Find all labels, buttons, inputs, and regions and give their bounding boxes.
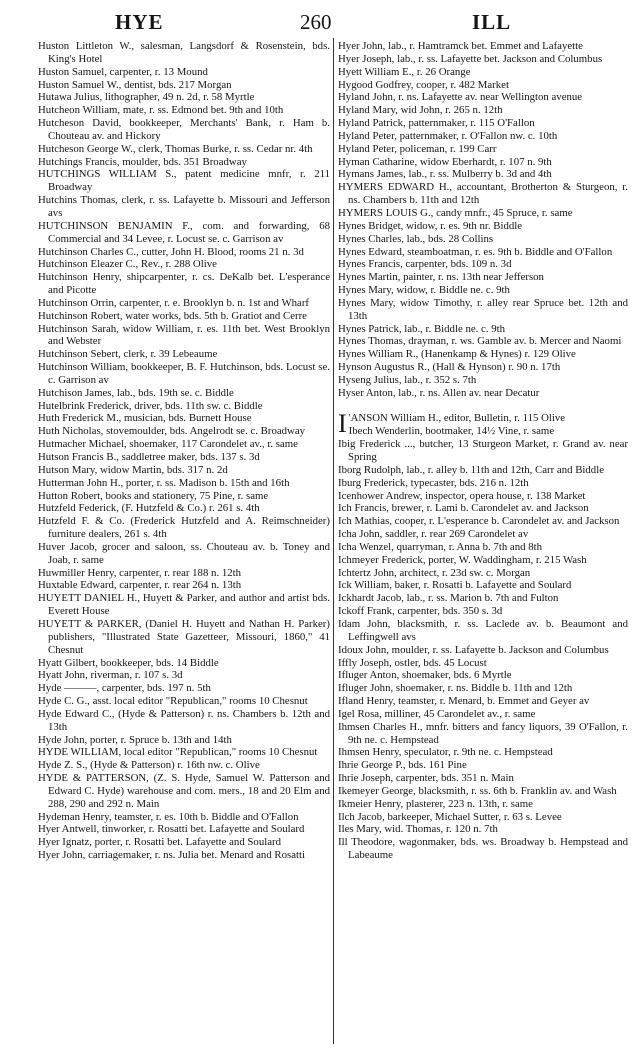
directory-entry: Hutcheson David, bookkeeper, Merchants' Bank, r. Ham b. Chouteau av. and Hickory xyxy=(38,117,330,142)
directory-entry: Huver Jacob, grocer and saloon, ss. Chouteau av. b. Toney and Joab, r. same xyxy=(38,540,330,566)
directory-entry: Hynes Edward, steamboatman, r. es. 9th b. Biddle and O'Fallon xyxy=(338,245,613,258)
page-number: 260 xyxy=(300,10,332,34)
directory-entry: Hutchinson Eleazer C., Rev., r. 288 Olive xyxy=(38,258,217,271)
directory-entry: Ilch Jacob, barkeeper, Michael Sutter, r. 63 s. Levee xyxy=(338,810,562,823)
directory-entry: Hutterman John H., porter, r. ss. Madison b. 15th and 16th xyxy=(38,476,290,489)
directory-entry: Iles Mary, wid. Thomas, r. 120 n. 7th xyxy=(338,823,498,836)
directory-entry: Hutchings Francis, moulder, bds. 351 Broadway xyxy=(38,155,247,168)
running-head-left: HYE xyxy=(115,10,164,34)
directory-entry: Icha Wenzel, quarryman, r. Anna b. 7th and 8th xyxy=(338,540,543,553)
column-divider xyxy=(333,38,334,1044)
directory-entry: Hyer Antwell, tinworker, r. Rosatti bet. Lafayette and Soulard xyxy=(38,823,305,836)
directory-entry: Hynes Patrick, lab., r. Biddle ne. c. 9th xyxy=(338,322,506,335)
page-header xyxy=(0,10,640,38)
directory-entry: Ichtertz John, architect, r. 23d sw. c. Morgan xyxy=(338,566,531,579)
directory-entry: Hyatt John, riverman, r. 107 s. 3d xyxy=(38,669,183,682)
directory-entry: Hyman Catharine, widow Eberhardt, r. 107 n. 9th xyxy=(338,155,552,168)
directory-entry: Ifland Henry, teamster, r. Menard, b. Emmet and Geyer av xyxy=(338,695,590,708)
directory-entry: Hyde John, porter, r. Spruce b. 13th and 14th xyxy=(38,733,232,746)
running-head-right: ILL xyxy=(472,10,512,34)
directory-entry: Hydeman Henry, teamster, r. es. 10th b. Biddle and O'Fallon xyxy=(38,810,299,823)
directory-entry: Huwmiller Henry, carpenter, r. rear 188 n. 12th xyxy=(38,566,242,579)
directory-entry: Hyer John, carriagemaker, r. ns. Julia bet. Menard and Rosatti xyxy=(38,849,306,862)
directory-entry: Ichmeyer Frederick, porter, W. Waddingham, r. 215 Wash xyxy=(338,553,587,566)
directory-entry: Hutchinson Sebert, clerk, r. 39 Lebeaume xyxy=(38,348,218,361)
directory-entry: Ich Francis, brewer, r. Lami b. Carondelet av. and Jackson xyxy=(338,502,589,515)
directory-entry: Idoux John, moulder, r. ss. Lafayette b. Jackson and Columbus xyxy=(338,643,609,656)
directory-entry: Hynson Augustus R., (Hall & Hynson) r. 90 n. 17th xyxy=(338,361,561,374)
directory-entry: Hyer John, lab., r. Hamtramck bet. Emmet and Lafayette xyxy=(338,40,583,52)
directory-entry: HUYETT & PARKER, (Daniel H. Huyett and Nathan H. Parker) publishers, "Illustrated State Gazetteer, Missouri, 1860," 41 Chesnut xyxy=(38,617,330,656)
directory-entry: Hyer Joseph, lab., r. ss. Lafayette bet. Jackson and Columbus xyxy=(338,52,603,65)
directory-entry: Ikmeier Henry, plasterer, 223 n. 13th, r. same xyxy=(338,797,533,810)
directory-entry: Hynes William R., (Hanenkamp & Hynes) r. 129 Olive xyxy=(338,348,576,361)
directory-entry: Hutchinson Orrin, carpenter, r. e. Brooklyn b. n. 1st and Wharf xyxy=(38,296,310,309)
directory-entry: Iborg Rudolph, lab., r. alley b. 11th and 12th, Carr and Biddle xyxy=(338,463,604,476)
directory-entry: HUTCHINSON BENJAMIN F., com. and forwarding, 68 Commercial and 34 Levee, r. Locust se. c. Garrison av xyxy=(38,219,330,245)
directory-entry: Ick William, baker, r. Rosatti b. Lafayette and Soulard xyxy=(338,579,572,592)
directory-entry: Hyde ———, carpenter, bds. 197 n. 5th xyxy=(38,682,211,695)
right-column-i-entries xyxy=(338,438,628,862)
directory-entry: Ihrie Joseph, carpenter, bds. 351 n. Main xyxy=(338,772,514,785)
directory-entry: Hutzfeld Federick, (F. Hutzfeld & Co.) r. 261 s. 4th xyxy=(38,502,260,515)
directory-entry: Ibig Frederick ..., butcher, 13 Sturgeon Market, r. Grand av. near Spring xyxy=(338,438,628,463)
directory-entry: HYMERS LOUIS G., candy mnfr., 45 Spruce, r. same xyxy=(338,206,573,219)
directory-entry: Huston Littleton W., salesman, Langsdorf & Rosenstein, bds. King's Hotel xyxy=(38,40,330,65)
section-break xyxy=(338,400,628,413)
directory-entry: Ifluger John, shoemaker, r. ns. Biddle b. 11th and 12th xyxy=(338,682,573,695)
directory-entry: Hyland Mary, wid John, r. 265 n. 12th xyxy=(338,104,503,117)
directory-entry: Hyland John, r. ns. Lafayette av. near Wellington avenue xyxy=(338,91,583,104)
directory-entry: Hutchins Thomas, clerk, r. ss. Lafayette b. Missouri and Jefferson avs xyxy=(38,194,330,219)
directory-entry: Hutchinson Charles C., cutter, John H. Blood, rooms 21 n. 3d xyxy=(38,245,304,258)
directory-entry: Huston Samuel W., dentist, bds. 217 Morgan xyxy=(38,78,232,91)
directory-entry: Idam John, blacksmith, r. ss. Laclede av. b. Beaumont and Leffingwell avs xyxy=(338,617,628,643)
directory-entry: Hyett William E., r. 26 Orange xyxy=(338,65,471,78)
directory-entry: Hutchinson Sarah, widow William, r. es. 11th bet. West Brooklyn and Webster xyxy=(38,322,330,348)
directory-entry: Hyseng Julius, lab., r. 352 s. 7th xyxy=(338,373,477,386)
directory-entry: Hyatt Gilbert, bookkeeper, bds. 14 Biddle xyxy=(38,656,219,669)
section-initial: I xyxy=(338,412,347,439)
i-section-start xyxy=(338,412,628,438)
directory-entry: Igel Rosa, milliner, 45 Carondelet av., r. same xyxy=(338,707,536,720)
directory-entry: Hutson Francis B., saddletree maker, bds. 137 s. 3d xyxy=(38,451,260,463)
directory-entry: Hutchinson William, bookkeeper, B. F. Hutchinson, bds. Locust se. c. Garrison av xyxy=(38,361,330,386)
directory-entry: Ihmsen Charles H., mnfr. bitters and fancy liquors, 39 O'Fallon, r. 9th ne. c. Hempstead xyxy=(338,720,628,746)
directory-entry: Hynes Francis, carpenter, bds. 109 n. 3d xyxy=(338,258,512,271)
directory-entry: Ifluger Anton, shoemaker, bds. 6 Myrtle xyxy=(338,669,512,682)
directory-entry: Icha John, saddler, r. rear 269 Carondelet av xyxy=(338,528,529,541)
directory-entry: Huth Nicholas, stovemoulder, bds. Angelrodt se. c. Broadway xyxy=(38,425,306,438)
directory-entry: Hygood Godfrey, cooper, r. 482 Market xyxy=(338,78,509,91)
directory-entry: HYDE WILLIAM, local editor "Republican," rooms 10 Chesnut xyxy=(38,746,318,759)
right-column xyxy=(338,40,628,862)
directory-entry: Ich Mathias, cooper, r. L'esperance b. Carondelet av. and Jackson xyxy=(338,515,620,528)
directory-entry: 'ANSON William H., editor, Bulletin, r. 115 Olive xyxy=(348,412,566,425)
directory-entry: Hyser Anton, lab., r. ns. Allen av. near Decatur xyxy=(338,386,540,399)
directory-entry: HYMERS EDWARD H., accountant, Brotherton & Sturgeon, r. ns. Chambers b. 11th and 12th xyxy=(338,181,628,207)
directory-entry: Hutchinson Henry, shipcarpenter, r. cs. DeKalb bet. L'esperance and Picotte xyxy=(38,271,330,297)
directory-entry: Hutchison James, lab., bds. 19th se. c. Biddle xyxy=(38,386,234,399)
directory-entry: Hyland Peter, patternmaker, r. O'Fallon nw. c. 10th xyxy=(338,129,558,142)
directory-entry: Hynes Mary, widow, r. Biddle ne. c. 9th xyxy=(338,284,510,297)
directory-entry: Huxtable Edward, carpenter, r. rear 264 n. 13th xyxy=(38,579,242,592)
directory-entry: Hymans James, lab., r. ss. Mulberry b. 3d and 4th xyxy=(338,168,552,181)
directory-entry: Ickoff Frank, carpenter, bds. 350 s. 3d xyxy=(338,605,503,618)
directory-entry: Hyland Peter, policeman, r. 199 Carr xyxy=(338,142,497,155)
directory-entry: Hutchinson Robert, water works, bds. 5th b. Gratiot and Cerre xyxy=(38,309,307,322)
directory-entry: Huston Samuel, carpenter, r. 13 Mound xyxy=(38,65,208,78)
directory-entry: Hynes Mary, widow Timothy, r. alley rear Spruce bet. 12th and 13th xyxy=(338,296,628,322)
directory-entry: Hyde Edward C., (Hyde & Patterson) r. ns. Chambers b. 12th and 13th xyxy=(38,707,330,733)
directory-entry: Ibech Wenderlin, bootmaker, 14½ Vine, r. same xyxy=(348,425,555,438)
directory-entry: Hynes Thomas, drayman, r. ws. Gamble av. b. Mercer and Naomi xyxy=(338,335,622,348)
right-column-hy-entries xyxy=(338,40,628,400)
directory-entry: HUYETT DANIEL H., Huyett & Parker, and author and artist bds. Everett House xyxy=(38,592,330,618)
directory-entry: Iburg Frederick, typecaster, bds. 216 n. 12th xyxy=(338,476,529,489)
directory-entry: Iffly Joseph, ostler, bds. 45 Locust xyxy=(338,656,487,669)
directory-entry: Hutson Mary, widow Martin, bds. 317 n. 2d xyxy=(38,463,228,476)
directory-entry: Ihmsen Henry, speculator, r. 9th ne. c. Hempstead xyxy=(338,746,553,759)
directory-entry: Ickhardt Jacob, lab., r. ss. Marion b. 7th and Fulton xyxy=(338,592,559,605)
directory-entry: Hyde Z. S., (Hyde & Patterson) r. 16th nw. c. Olive xyxy=(38,759,260,772)
directory-entry: HUTCHINGS WILLIAM S., patent medicine mnfr, r. 211 Broadway xyxy=(38,168,330,194)
directory-entry: Ihrie George P., bds. 161 Pine xyxy=(338,759,467,772)
directory-entry: Hutzfeld F. & Co. (Frederick Hutzfeld and A. Reimschneider) furniture dealers, 261 s. 4th xyxy=(38,515,330,541)
directory-entry: Ikemeyer George, blacksmith, r. ss. 6th b. Franklin av. and Wash xyxy=(338,784,617,797)
directory-entry: Huth Frederick M., musician, bds. Burnett House xyxy=(38,412,252,425)
directory-entry: Hutawa Julius, lithographer, 49 n. 2d, r. 58 Myrtle xyxy=(38,91,255,104)
directory-entry: HYDE & PATTERSON, (Z. S. Hyde, Samuel W. Patterson and Edward C. Hyde) warehouse and com. mers., 18 and 20 Elm and 288, 290 and 292 n. Main xyxy=(38,772,330,810)
directory-entry: Hyland Patrick, patternmaker, r. 115 O'Fallon xyxy=(338,117,535,130)
directory-entry: Hutcheson George W., clerk, Thomas Burke, r. ss. Cedar nr. 4th xyxy=(38,142,313,155)
directory-entry: Hutmacher Michael, shoemaker, 117 Carondelet av., r. same xyxy=(38,438,298,451)
directory-entry: Hyde C. G., asst. local editor "Republican," rooms 10 Chesnut xyxy=(38,695,308,708)
directory-entry: Hutcheon William, mate, r. ss. Edmond bet. 9th and 10th xyxy=(38,104,284,117)
left-column xyxy=(38,40,330,862)
directory-entry: Icenhower Andrew, inspector, opera house, r. 138 Market xyxy=(338,489,586,502)
directory-entry: Ill Theodore, wagonmaker, bds. ws. Broadway b. Hempstead and Labeaume xyxy=(338,836,628,862)
directory-entry: Hutton Robert, books and stationery, 75 Pine, r. same xyxy=(38,489,269,502)
directory-entry: Hynes Martin, painter, r. ns. 13th near Jefferson xyxy=(338,271,544,284)
directory-entry: Hyer Ignatz, porter, r. Rosatti bet. Lafayette and Soulard xyxy=(38,836,282,849)
directory-entry: Hynes Charles, lab., bds. 28 Collins xyxy=(338,232,494,245)
directory-entry: Hutelbrink Frederick, driver, bds. 11th sw. c. Biddle xyxy=(38,399,263,412)
directory-entry: Hynes Bridget, widow, r. es. 9th nr. Biddle xyxy=(338,219,523,232)
